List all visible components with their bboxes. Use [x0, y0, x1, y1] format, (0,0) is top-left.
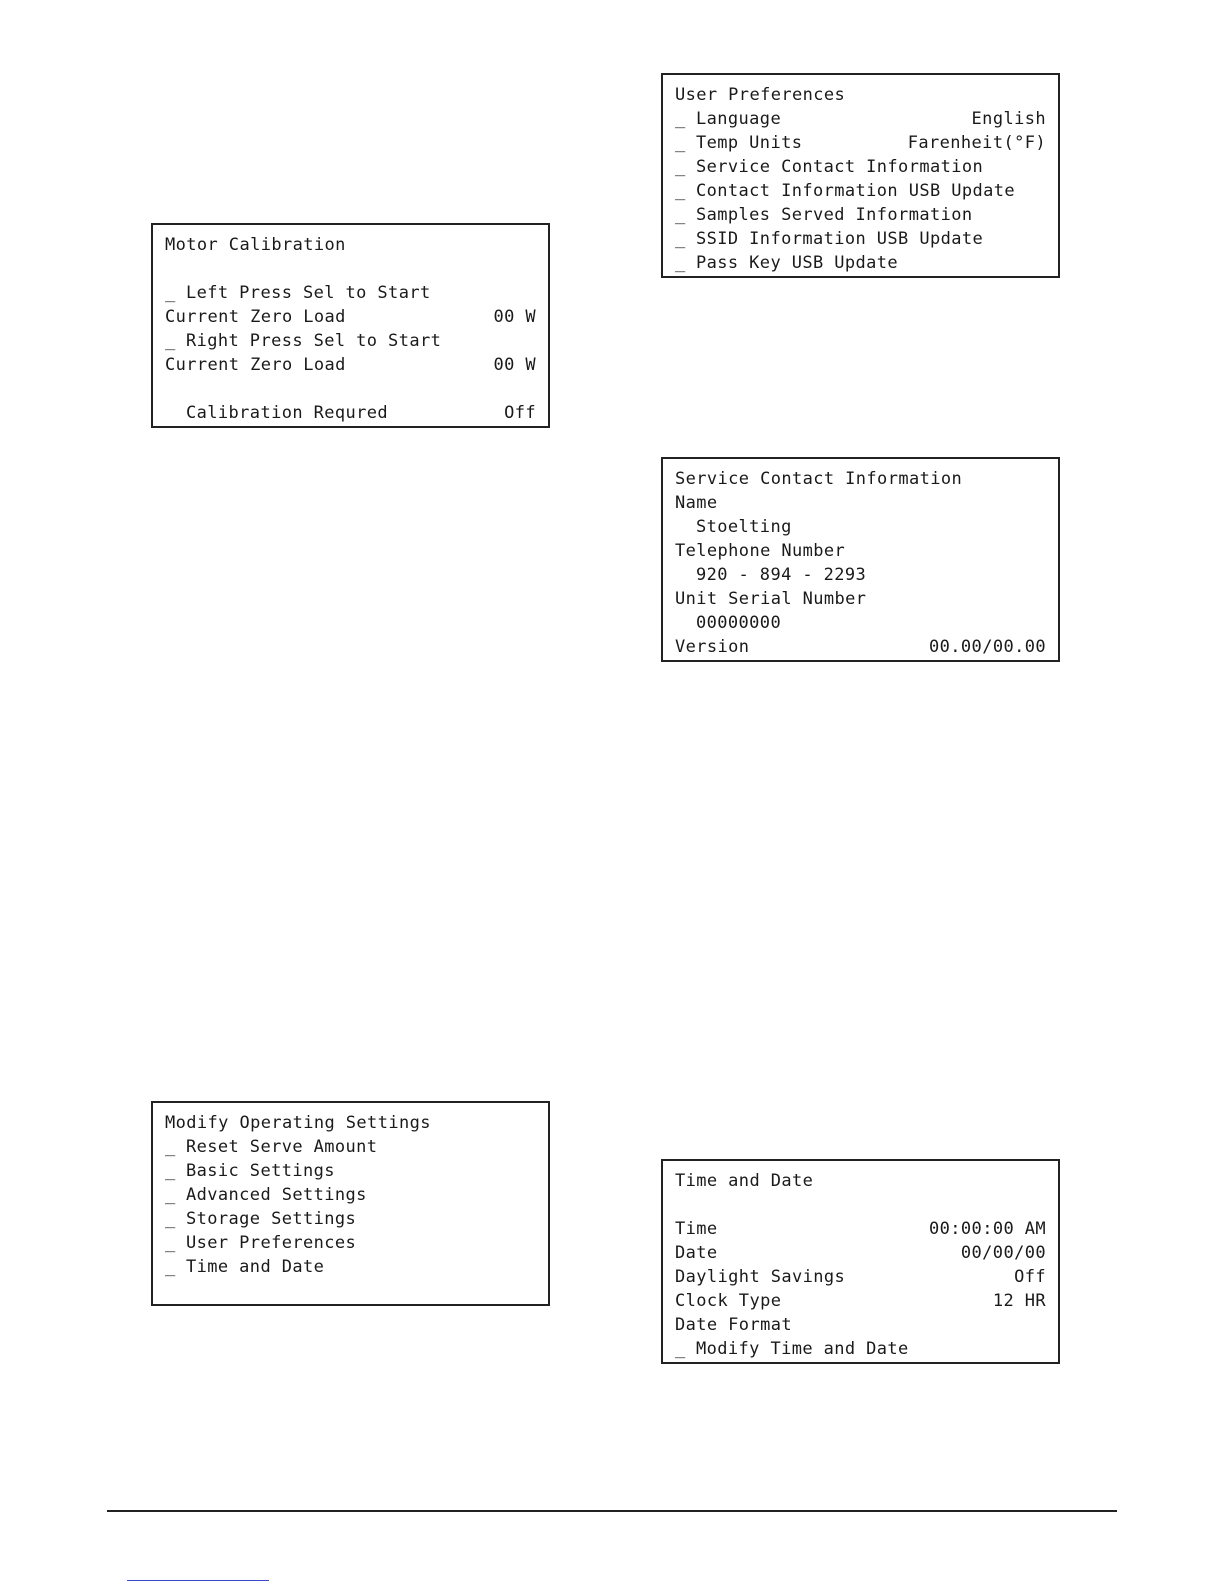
- blank-row: [165, 377, 536, 401]
- cursor-marker: _: [165, 1257, 176, 1277]
- menu-item-advanced-settings[interactable]: _ Advanced Settings: [165, 1185, 367, 1205]
- name-label: Name: [675, 493, 718, 513]
- blank-row: [675, 1193, 1046, 1217]
- menu-item-storage-settings[interactable]: _ Storage Settings: [165, 1209, 357, 1229]
- calibration-required-row: Calibration Requred Off: [186, 403, 536, 423]
- right-zero-load-row: Current Zero Load 00 W: [165, 355, 536, 375]
- blank-row: [165, 257, 536, 281]
- serial-value: 00000000: [696, 613, 782, 633]
- user-preferences-screen: [661, 73, 1060, 278]
- footer-link-underline: [127, 1580, 269, 1581]
- date-format-row: Date Format: [675, 1315, 792, 1335]
- cursor-marker: _: [675, 181, 686, 201]
- version-row: Version 00.00/00.00: [675, 637, 1046, 657]
- screen-title: Modify Operating Settings: [165, 1113, 431, 1133]
- language-option[interactable]: _ Language English: [675, 109, 1046, 129]
- time-date-screen: [661, 1159, 1060, 1364]
- cursor-marker: _: [165, 1209, 176, 1229]
- cursor-marker: _: [675, 205, 686, 225]
- cursor-marker: _: [675, 229, 686, 249]
- menu-item-reset-serve-amount[interactable]: _ Reset Serve Amount: [165, 1137, 378, 1157]
- menu-item-samples-served[interactable]: _ Samples Served Information: [675, 205, 973, 225]
- cursor-marker: _: [165, 1137, 176, 1157]
- serial-label: Unit Serial Number: [675, 589, 867, 609]
- screen-title: User Preferences: [675, 85, 846, 105]
- menu-item-service-contact[interactable]: _ Service Contact Information: [675, 157, 984, 177]
- footer-divider: [107, 1510, 1117, 1512]
- menu-item-user-preferences[interactable]: _ User Preferences: [165, 1233, 357, 1253]
- cursor-marker: _: [675, 1339, 686, 1359]
- phone-value: 920 - 894 - 2293: [696, 565, 867, 585]
- motor-calibration-screen: [151, 223, 550, 428]
- phone-label: Telephone Number: [675, 541, 846, 561]
- service-contact-screen: [661, 457, 1060, 662]
- menu-item-basic-settings[interactable]: _ Basic Settings: [165, 1161, 335, 1181]
- menu-item-contact-usb-update[interactable]: _ Contact Information USB Update: [675, 181, 1016, 201]
- cursor-marker: _: [675, 133, 686, 153]
- menu-item-pass-key-usb-update[interactable]: _ Pass Key USB Update: [675, 253, 899, 273]
- left-zero-load-row: Current Zero Load 00 W: [165, 307, 536, 327]
- date-row: Date 00/00/00: [675, 1243, 1046, 1263]
- time-row: Time 00:00:00 AM: [675, 1219, 1046, 1239]
- cursor-marker: _: [165, 331, 176, 351]
- cursor-marker: _: [675, 109, 686, 129]
- name-value: Stoelting: [696, 517, 792, 537]
- cursor-marker: _: [165, 1233, 176, 1253]
- daylight-savings-row: Daylight Savings Off: [675, 1267, 1046, 1287]
- cursor-marker: _: [165, 283, 176, 303]
- modify-time-date-option[interactable]: _ Modify Time and Date: [675, 1339, 909, 1359]
- temp-units-option[interactable]: _ Temp Units Farenheit(°F): [675, 133, 1046, 153]
- screen-title: Time and Date: [675, 1171, 814, 1191]
- cursor-marker: _: [165, 1161, 176, 1181]
- menu-item-ssid-usb-update[interactable]: _ SSID Information USB Update: [675, 229, 984, 249]
- clock-type-row: Clock Type 12 HR: [675, 1291, 1046, 1311]
- cursor-marker: _: [675, 157, 686, 177]
- right-calibration-option[interactable]: _ Right Press Sel to Start: [165, 331, 442, 351]
- menu-item-time-and-date[interactable]: _ Time and Date: [165, 1257, 325, 1277]
- screen-title: Service Contact Information: [675, 469, 963, 489]
- screen-title: Motor Calibration: [165, 235, 346, 255]
- cursor-marker: _: [675, 253, 686, 273]
- left-calibration-option[interactable]: _ Left Press Sel to Start: [165, 283, 431, 303]
- cursor-marker: _: [165, 1185, 176, 1205]
- modify-settings-screen: [151, 1101, 550, 1306]
